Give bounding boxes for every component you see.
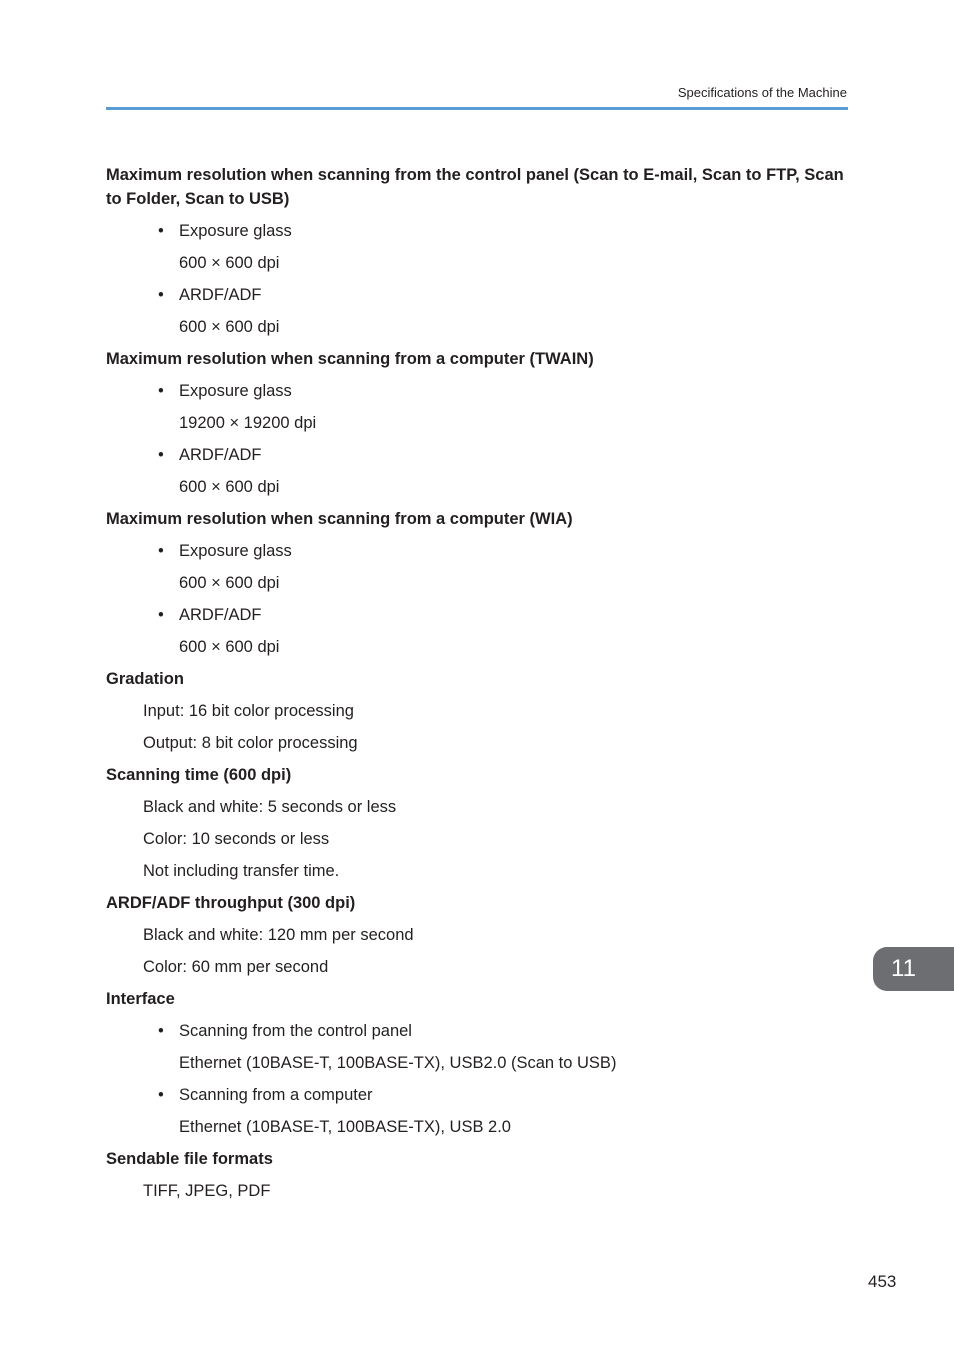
section-title: ARDF/ADF throughput (300 dpi) — [106, 894, 356, 912]
bullet-item — [106, 1019, 848, 1043]
bullet-value: 600 × 600 dpi — [179, 254, 280, 272]
section-title: Gradation — [106, 670, 184, 688]
bullet-marker: • — [158, 606, 164, 624]
bullet-label: Scanning from the control panel — [179, 1022, 412, 1040]
spec-line: Black and white: 5 seconds or less — [143, 798, 397, 816]
bullet-marker: • — [158, 1022, 164, 1040]
page-number: 453 — [868, 1272, 897, 1291]
bullet-value: 600 × 600 dpi — [179, 574, 280, 592]
section-title: Sendable file formats — [106, 1150, 273, 1168]
bullet-label: ARDF/ADF — [179, 446, 262, 464]
bullet-item — [106, 219, 848, 243]
bullet-marker: • — [158, 446, 164, 464]
bullet-value: 600 × 600 dpi — [179, 478, 280, 496]
bullet-item — [106, 283, 848, 307]
bullet-item — [106, 379, 848, 403]
spec-line: Output: 8 bit color processing — [143, 734, 358, 752]
bullet-label: Scanning from a computer — [179, 1086, 373, 1104]
section-title: Interface — [106, 990, 175, 1008]
bullet-value: 600 × 600 dpi — [179, 318, 280, 336]
spec-line: Black and white: 120 mm per second — [143, 926, 414, 944]
bullet-marker: • — [158, 286, 164, 304]
bullet-item — [106, 443, 848, 467]
header-rule — [106, 107, 848, 110]
spec-line: Color: 60 mm per second — [143, 958, 329, 976]
bullet-label: Exposure glass — [179, 222, 292, 240]
section-title: Scanning time (600 dpi) — [106, 766, 292, 784]
chapter-tab: 11 — [873, 947, 954, 991]
spec-line: Input: 16 bit color processing — [143, 702, 354, 720]
page-content — [106, 163, 848, 1211]
bullet-value: Ethernet (10BASE-T, 100BASE-TX), USB 2.0 — [179, 1118, 511, 1136]
bullet-item — [106, 539, 848, 563]
bullet-label: Exposure glass — [179, 382, 292, 400]
section-title: Maximum resolution when scanning from a computer (WIA) — [106, 510, 573, 528]
bullet-value: 19200 × 19200 dpi — [179, 414, 317, 432]
section-title: Maximum resolution when scanning from a computer (TWAIN) — [106, 350, 594, 368]
section-title: Maximum resolution when scanning from the control panel (Scan to E-mail, Scan to FTP, Scan to Folder, Scan to USB) — [106, 166, 844, 208]
bullet-marker: • — [158, 1086, 164, 1104]
bullet-label: Exposure glass — [179, 542, 292, 560]
bullet-item — [106, 1083, 848, 1107]
running-header: Specifications of the Machine — [677, 85, 847, 100]
spec-line: Color: 10 seconds or less — [143, 830, 330, 848]
bullet-item — [106, 603, 848, 627]
bullet-marker: • — [158, 542, 164, 560]
spec-line: TIFF, JPEG, PDF — [143, 1182, 271, 1200]
bullet-marker: • — [158, 382, 164, 400]
bullet-label: ARDF/ADF — [179, 286, 262, 304]
bullet-label: ARDF/ADF — [179, 606, 262, 624]
bullet-value: Ethernet (10BASE-T, 100BASE-TX), USB2.0 (Scan to USB) — [179, 1054, 617, 1072]
bullet-value: 600 × 600 dpi — [179, 638, 280, 656]
bullet-marker: • — [158, 222, 164, 240]
spec-line: Not including transfer time. — [143, 862, 340, 880]
